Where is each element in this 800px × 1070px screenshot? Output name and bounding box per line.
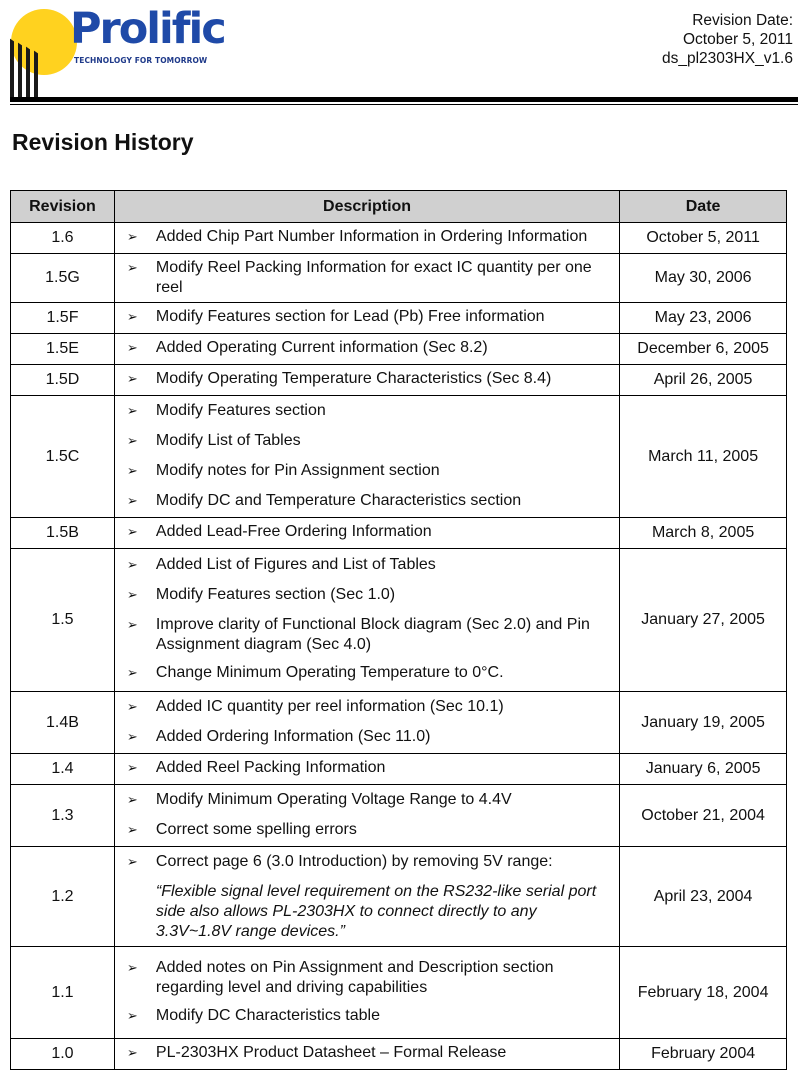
description-item — [127, 369, 615, 391]
header-revision: Revision — [11, 191, 115, 223]
description-item — [127, 663, 615, 685]
description-text: Correct page 6 (3.0 Introduction) by removing 5V range: — [155, 852, 553, 870]
arrow-bullet-icon: ➢ — [126, 260, 138, 275]
description-text: Added Reel Packing Information — [155, 759, 386, 776]
date-cell: January 6, 2005 — [620, 754, 787, 785]
description-text: PL-2303HX Product Datasheet – Formal Release — [155, 1044, 507, 1061]
description-item — [127, 338, 615, 360]
revision-cell: 1.3 — [11, 785, 115, 847]
arrow-bullet-icon: ➢ — [126, 821, 138, 837]
description-text: Modify Features section (Sec 1.0) — [155, 586, 396, 603]
date-cell: January 19, 2005 — [620, 692, 787, 754]
arrow-bullet-icon: ➢ — [126, 791, 138, 807]
revision-cell: 1.5C — [11, 396, 115, 518]
description-text: Modify DC Characteristics table — [155, 1006, 380, 1024]
description-item — [127, 491, 615, 513]
description-text: Improve clarity of Functional Block diagram (Sec 2.0) and Pin Assignment diagram (Sec 4.0) — [155, 616, 590, 653]
description-cell — [114, 223, 619, 254]
arrow-bullet-icon: ➢ — [126, 492, 138, 508]
description-text: Added IC quantity per reel information (Sec 10.1) — [155, 697, 504, 715]
revision-cell: 1.4 — [11, 754, 115, 785]
date-cell: February 18, 2004 — [620, 947, 787, 1039]
date-cell: April 23, 2004 — [620, 847, 787, 947]
description-cell — [114, 754, 619, 785]
description-cell — [114, 303, 619, 334]
table-row — [11, 785, 787, 847]
description-cell — [114, 947, 619, 1039]
description-item — [127, 852, 615, 874]
table-row — [11, 303, 787, 334]
arrow-bullet-icon: ➢ — [126, 340, 138, 355]
description-text: Added Chip Part Number Information in Ordering Information — [155, 228, 588, 245]
description-cell — [114, 692, 619, 754]
revision-cell: 1.5B — [11, 518, 115, 549]
header-date: Date — [620, 191, 787, 223]
revision-table — [10, 190, 787, 1070]
document-id: ds_pl2303HX_v1.6 — [662, 50, 793, 67]
arrow-bullet-icon: ➢ — [126, 371, 138, 386]
revision-cell: 1.5G — [11, 254, 115, 303]
description-item — [127, 431, 615, 453]
description-text: Added Lead-Free Ordering Information — [155, 523, 432, 540]
table-row — [11, 847, 787, 947]
date-cell: January 27, 2005 — [620, 549, 787, 692]
description-item — [127, 1043, 615, 1065]
description-cell — [114, 1039, 619, 1070]
description-text: Modify Features section for Lead (Pb) Free information — [155, 308, 545, 325]
revision-cell: 1.5D — [11, 365, 115, 396]
description-text: Added Operating Current information (Sec 8.2) — [155, 339, 488, 356]
revision-cell: 1.6 — [11, 223, 115, 254]
description-text: Added Ordering Information (Sec 11.0) — [155, 727, 431, 745]
page-title: Revision History — [12, 129, 194, 155]
date-cell: March 11, 2005 — [620, 396, 787, 518]
date-cell: March 8, 2005 — [620, 518, 787, 549]
revision-cell: 1.4B — [11, 692, 115, 754]
revision-date-label: Revision Date: — [692, 12, 793, 29]
description-text: Modify notes for Pin Assignment section — [155, 461, 440, 479]
description-cell — [114, 847, 619, 947]
arrow-bullet-icon: ➢ — [126, 760, 138, 775]
arrow-bullet-icon: ➢ — [126, 617, 138, 632]
arrow-bullet-icon: ➢ — [126, 698, 138, 714]
revision-cell: 1.1 — [11, 947, 115, 1039]
revision-cell: 1.0 — [11, 1039, 115, 1070]
table-row — [11, 947, 787, 1039]
description-cell — [114, 334, 619, 365]
header-rule-thick — [10, 97, 798, 102]
arrow-bullet-icon: ➢ — [126, 402, 138, 418]
table-row — [11, 365, 787, 396]
arrow-bullet-icon: ➢ — [126, 1007, 138, 1023]
arrow-bullet-icon: ➢ — [126, 853, 138, 869]
description-item — [127, 227, 615, 249]
description-cell — [114, 518, 619, 549]
table-body — [11, 223, 787, 1070]
date-cell: April 26, 2005 — [620, 365, 787, 396]
description-quote: “Flexible signal level requirement on the RS232-like serial port side also allows PL-2303HX to connect directly to any 3.3V~1.8V range devices.” — [155, 882, 597, 940]
description-item — [127, 958, 615, 998]
arrow-bullet-icon: ➢ — [126, 462, 138, 478]
description-item — [127, 307, 615, 329]
revision-date-value: October 5, 2011 — [682, 31, 793, 48]
revision-cell: 1.2 — [11, 847, 115, 947]
document-info — [662, 11, 793, 68]
logo-wordmark: Prolific — [70, 4, 225, 54]
description-text: Modify List of Tables — [155, 431, 301, 449]
arrow-bullet-icon: ➢ — [126, 309, 138, 324]
description-text: Correct some spelling errors — [155, 820, 357, 838]
description-item — [127, 461, 615, 483]
table-header-row — [11, 191, 787, 223]
table-row — [11, 1039, 787, 1070]
description-cell — [114, 549, 619, 692]
table-row — [11, 334, 787, 365]
description-item — [127, 258, 615, 298]
arrow-bullet-icon: ➢ — [126, 959, 138, 975]
description-cell — [114, 365, 619, 396]
description-cell — [114, 785, 619, 847]
description-item — [127, 758, 615, 780]
table-row — [11, 692, 787, 754]
header-description: Description — [114, 191, 619, 223]
description-item — [127, 697, 615, 719]
description-text: Added notes on Pin Assignment and Description section regarding level and driving capabilities — [155, 958, 554, 996]
description-item — [127, 1006, 615, 1028]
table-row — [11, 396, 787, 518]
table-row — [11, 754, 787, 785]
arrow-bullet-icon: ➢ — [126, 432, 138, 448]
description-cell — [114, 396, 619, 518]
date-cell: May 30, 2006 — [620, 254, 787, 303]
arrow-bullet-icon: ➢ — [126, 728, 138, 744]
description-cell — [114, 254, 619, 303]
description-item — [127, 522, 615, 544]
revision-cell: 1.5 — [11, 549, 115, 692]
date-cell: October 5, 2011 — [620, 223, 787, 254]
arrow-bullet-icon: ➢ — [126, 557, 138, 572]
revision-cell: 1.5F — [11, 303, 115, 334]
logo-stripes — [10, 36, 44, 98]
date-cell: May 23, 2006 — [620, 303, 787, 334]
description-item — [127, 820, 615, 842]
arrow-bullet-icon: ➢ — [126, 524, 138, 539]
date-cell: February 2004 — [620, 1039, 787, 1070]
description-text: Modify DC and Temperature Characteristics section — [155, 491, 522, 509]
arrow-bullet-icon: ➢ — [126, 665, 138, 680]
arrow-bullet-icon: ➢ — [126, 1045, 138, 1060]
description-item — [127, 727, 615, 749]
description-item — [127, 555, 615, 577]
description-text: Change Minimum Operating Temperature to 0°C. — [155, 664, 504, 681]
header-rule-thin — [10, 104, 798, 105]
arrow-bullet-icon: ➢ — [126, 229, 138, 244]
description-item — [127, 790, 615, 812]
table-row — [11, 223, 787, 254]
description-item — [127, 615, 615, 655]
description-text: Modify Reel Packing Information for exact IC quantity per one reel — [155, 259, 592, 296]
table-row — [11, 549, 787, 692]
description-text: Modify Operating Temperature Characteristics (Sec 8.4) — [155, 370, 552, 387]
prolific-logo — [10, 4, 225, 92]
table-row — [11, 254, 787, 303]
description-item — [127, 585, 615, 607]
description-text: Added List of Figures and List of Tables — [155, 556, 436, 573]
description-text: Modify Minimum Operating Voltage Range to 4.4V — [155, 790, 512, 808]
date-cell: October 21, 2004 — [620, 785, 787, 847]
arrow-bullet-icon: ➢ — [126, 587, 138, 602]
description-item — [127, 401, 615, 423]
description-text: Modify Features section — [155, 401, 326, 419]
table-row — [11, 518, 787, 549]
revision-cell: 1.5E — [11, 334, 115, 365]
logo-tagline: TECHNOLOGY FOR TOMORROW — [74, 56, 208, 65]
date-cell: December 6, 2005 — [620, 334, 787, 365]
